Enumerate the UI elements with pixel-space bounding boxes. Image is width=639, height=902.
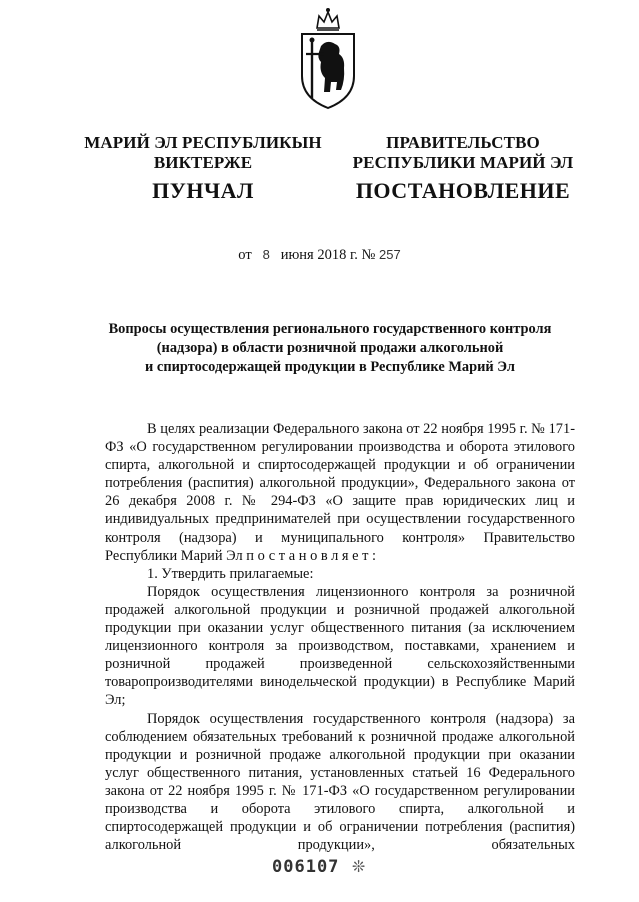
date-prefix: от xyxy=(238,247,252,263)
ornament-mark-icon: ❊ xyxy=(352,857,366,876)
header-right-doc-type: ПОСТАНОВЛЕНИЕ xyxy=(355,178,571,203)
form-serial-number: 006107 xyxy=(272,857,340,877)
title-line-1: Вопросы осуществления регионального государственного контроля xyxy=(108,321,552,337)
date-month-year: июня 2018 г. № xyxy=(280,247,376,263)
header-left-line1: МАРИЙ ЭЛ РЕСПУБЛИКЫН xyxy=(84,133,322,152)
preamble-paragraph xyxy=(105,420,575,565)
preamble-text: В целях реализации Федерального закона от 22 ноября 1995 г. № 171-ФЗ «О государственном регулировании производства и оборота этилового спирта, алкогольной и спиртосодержащей продукции и об ограничении потребления (распития) алкогольной продукции», Федерального закона от 26 декабря 2008 г. № 294-ФЗ «О защите прав юридических лиц и индивидуальных предпринимателей при осуществлении государственного контроля (надзора) и муниципального контроля» Правительство Республики Марий Эл xyxy=(105,421,575,564)
procedure-1-paragraph: Порядок осуществления лицензионного контроля за розничной продажей алкогольной продукции и розничной продажей алкогольной продукции при оказании услуг общественного питания (за исключением лицензионного контроля за производством, поставками, хранением и розничной продажей произведенной сельскохозяйственными товаропроизводителями винодельческой продукции) в Республике Марий Эл; xyxy=(105,583,575,709)
header-right-line1: ПРАВИТЕЛЬСТВО xyxy=(386,133,540,152)
document-date-line xyxy=(0,247,639,264)
header-left-block xyxy=(80,133,326,201)
procedure-2-paragraph: Порядок осуществления государственного контроля (надзора) за соблюдением обязательных требований к розничной продаже алкогольной продукции и розничной продаже алкогольной продукции при оказании услуг общественного питания, установленных статьей 16 Федерального закона от 22 ноября 1995 г. № 171-ФЗ «О государственном регулировании производства и оборота этилового спирта, алкогольной и спиртосодержащей продукции и об ограничении потребления (распития) алкогольной продукции», обязательных xyxy=(105,710,575,854)
document-number: 257 xyxy=(378,247,401,262)
header-left-line2: ВИКТЕРЖЕ xyxy=(153,153,253,172)
header-right-line2: РЕСПУБЛИКИ МАРИЙ ЭЛ xyxy=(352,153,574,172)
title-line-2: (надзора) в области розничной продажи алкогольной xyxy=(156,340,504,356)
document-body xyxy=(105,420,575,854)
title-line-3: и спиртосодержащей продукции в Республике Марий Эл xyxy=(145,359,515,375)
header-right-block xyxy=(345,133,581,201)
header-left-doc-type: ПУНЧАЛ xyxy=(152,178,254,203)
coat-of-arms-icon xyxy=(297,6,359,112)
resolves-word: постановляет: xyxy=(246,547,380,564)
item-1-paragraph: 1. Утвердить прилагаемые: xyxy=(147,565,314,582)
document-title xyxy=(100,320,560,377)
date-day: 8 xyxy=(262,247,270,262)
